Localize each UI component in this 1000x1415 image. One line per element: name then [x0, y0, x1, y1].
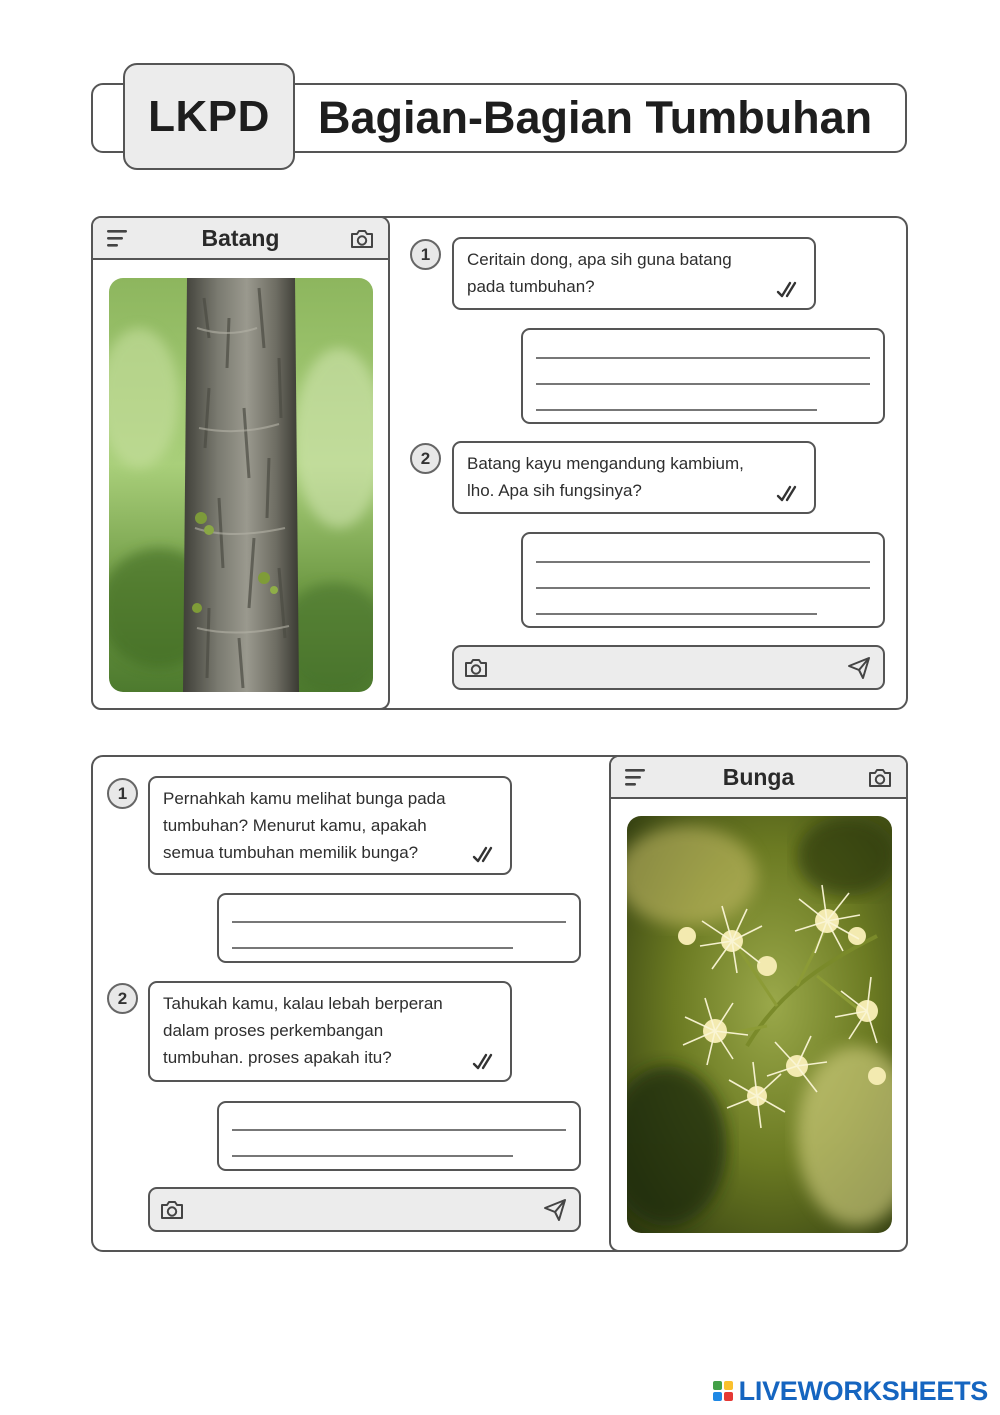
tree-trunk-photo — [109, 278, 373, 692]
question-bubble — [148, 981, 512, 1082]
question-text: Batang kayu mengandung kambium, lho. Apa sih fungsinya? — [467, 454, 744, 500]
answer-line — [536, 587, 870, 589]
batang-phone — [91, 216, 390, 710]
camera-icon[interactable] — [350, 228, 374, 250]
camera-icon[interactable] — [160, 1199, 184, 1221]
camera-icon[interactable] — [868, 767, 892, 789]
answer-line — [232, 947, 513, 949]
answer-line — [536, 409, 817, 411]
double-check-icon — [472, 1052, 496, 1072]
page-title: Bagian-Bagian Tumbuhan — [318, 92, 873, 143]
answer-line — [536, 561, 870, 563]
flower-photo — [627, 816, 892, 1233]
answer-box[interactable] — [521, 532, 885, 628]
question-number: 2 — [107, 983, 138, 1014]
flower-image — [627, 816, 892, 1233]
answer-box[interactable] — [521, 328, 885, 424]
question-number: 1 — [410, 239, 441, 270]
camera-icon[interactable] — [464, 657, 488, 679]
double-check-icon — [776, 280, 800, 300]
phone-header — [611, 757, 906, 799]
liveworksheets-logo — [713, 1376, 988, 1406]
double-check-icon — [472, 845, 496, 865]
answer-line — [232, 921, 566, 923]
question-bubble — [452, 237, 816, 310]
chat-input-bar[interactable] — [452, 645, 885, 690]
send-icon[interactable] — [847, 656, 871, 680]
question-number: 1 — [107, 778, 138, 809]
answer-line — [536, 357, 870, 359]
double-check-icon — [776, 484, 800, 504]
phone-title: Batang — [201, 224, 280, 251]
question-number: 2 — [410, 443, 441, 474]
answer-box[interactable] — [217, 1101, 581, 1171]
liveworksheets-logo-icon — [713, 1381, 733, 1401]
phone-title: Bunga — [722, 763, 795, 790]
answer-line — [232, 1129, 566, 1131]
question-bubble — [452, 441, 816, 514]
question-text: Pernahkah kamu melihat bunga pada tumbuhan? Menurut kamu, apakah semua tumbuhan memilik bunga? — [163, 789, 446, 862]
answer-line — [536, 383, 870, 385]
tree-trunk-image — [109, 278, 373, 692]
question-text: Ceritain dong, apa sih guna batang pada tumbuhan? — [467, 250, 732, 296]
bunga-phone — [609, 755, 908, 1252]
phone-header — [93, 218, 388, 260]
answer-line — [536, 613, 817, 615]
send-icon[interactable] — [543, 1198, 567, 1222]
question-bubble — [148, 776, 512, 875]
question-text: Tahukah kamu, kalau lebah berperan dalam proses perkembangan tumbuhan. proses apakah itu? — [163, 994, 443, 1067]
lkpd-badge: LKPD — [123, 63, 295, 170]
answer-line — [232, 1155, 513, 1157]
answer-box[interactable] — [217, 893, 581, 963]
brand-name: LIVEWORKSHEETS — [738, 1375, 988, 1406]
chat-input-bar[interactable] — [148, 1187, 581, 1232]
